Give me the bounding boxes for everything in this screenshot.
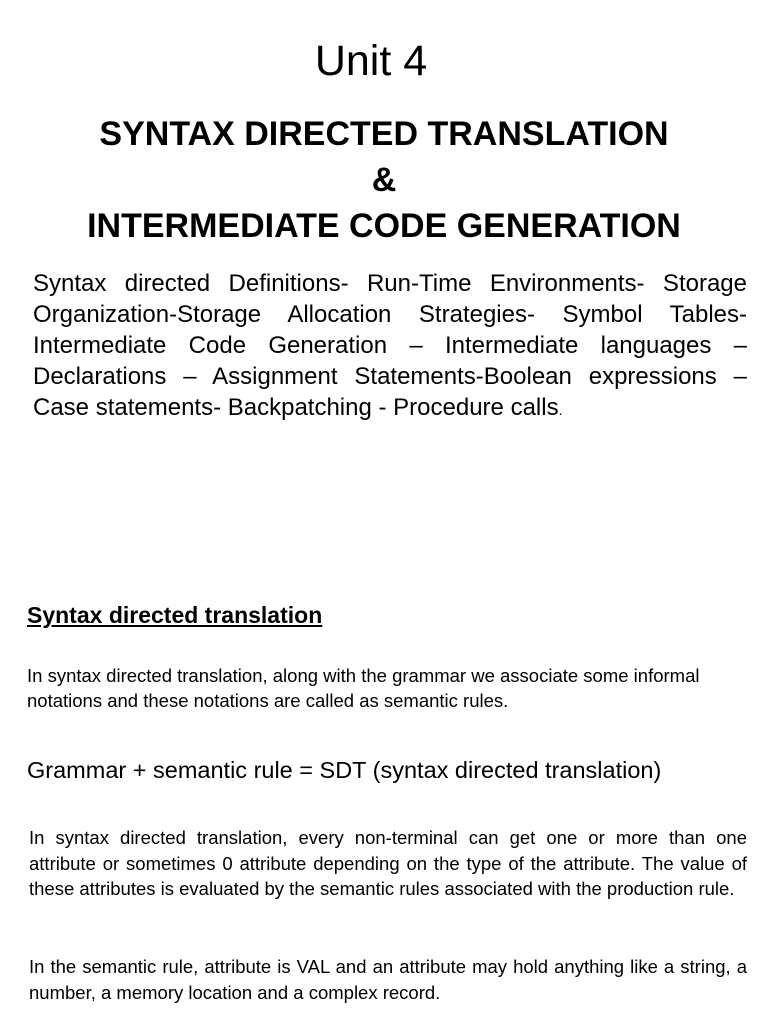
section-heading: Syntax directed translation	[27, 602, 323, 628]
topics-text: Syntax directed Definitions- Run-Time Environments- Storage Organization-Storage Allocation Strategies- Symbol Tables- Intermediate Code Generation – Intermediate languages – Declarations – Assignment Statements-Boolean expressions – Case statements- Backpatching - Procedure calls	[33, 270, 747, 421]
paragraph-attribute-val: In the semantic rule, attribute is VAL and an attribute may hold anything like a string, a number, a memory location and a complex record.	[29, 956, 747, 1003]
main-heading-line-3: INTERMEDIATE CODE GENERATION	[87, 207, 681, 245]
main-heading	[0, 111, 768, 249]
main-heading-line-1: SYNTAX DIRECTED TRANSLATION	[99, 115, 669, 153]
paragraph-semantic-rules: In syntax directed translation, along with the grammar we associate some informal notations and these notations are called as semantic rules.	[27, 665, 700, 711]
unit-title: Unit 4	[314, 37, 428, 85]
main-heading-line-2: &	[371, 161, 397, 199]
sdt-formula: Grammar + semantic rule = SDT (syntax directed translation)	[27, 757, 662, 783]
topics-list	[33, 268, 747, 426]
topics-end-mark: .	[558, 402, 563, 418]
paragraph-attributes: In syntax directed translation, every non-terminal can get one or more than one attribute or sometimes 0 attribute depending on the type of the attribute. The value of these attributes is evaluated by the semantic rules associated with the production rule.	[29, 827, 747, 899]
